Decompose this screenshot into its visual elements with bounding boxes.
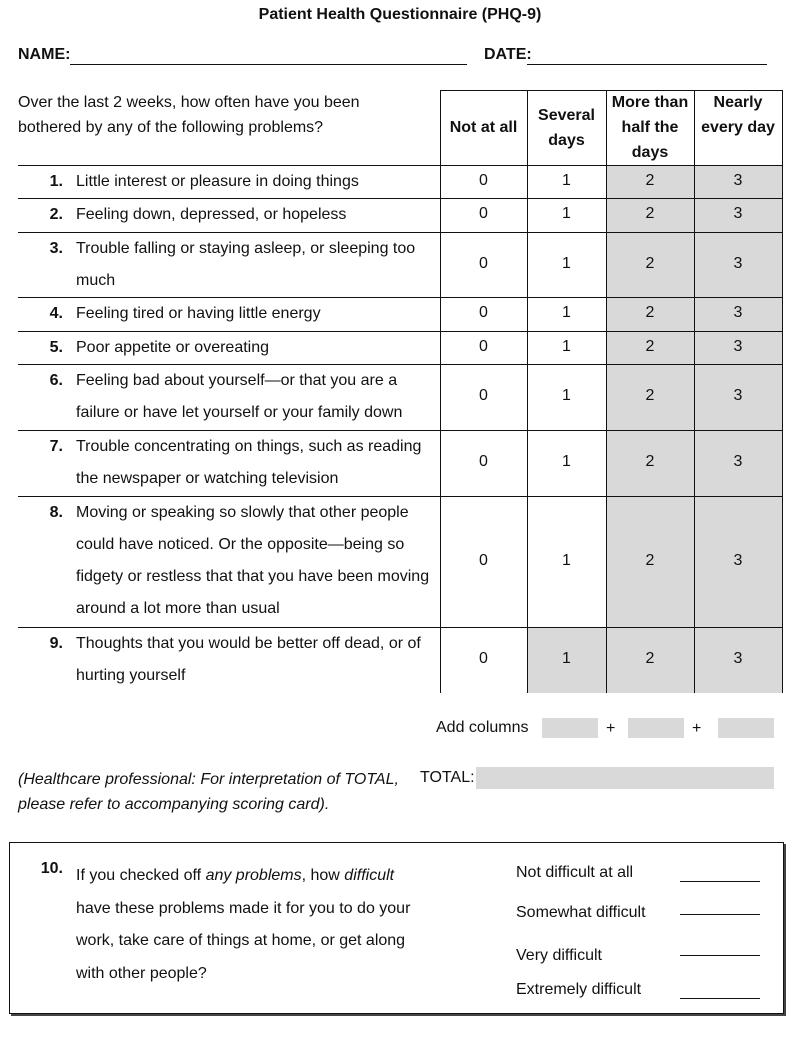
score-cell-q3-0[interactable]: 0 bbox=[479, 254, 488, 272]
table-vline-3 bbox=[694, 90, 695, 693]
q10-answer-line-very-difficult[interactable] bbox=[680, 955, 760, 956]
name-label: NAME: bbox=[18, 46, 71, 63]
score-cell-q9-2[interactable]: 2 bbox=[645, 650, 655, 667]
score-cell-q7-0[interactable]: 0 bbox=[479, 453, 488, 470]
score-cell-q9-0[interactable]: 0 bbox=[479, 650, 488, 667]
total-field[interactable] bbox=[476, 767, 774, 789]
table-row-line-7 bbox=[18, 496, 782, 497]
question-text: Trouble falling or staying asleep, or sleeping too much bbox=[76, 240, 416, 289]
score-cell-q7-1[interactable]: 1 bbox=[562, 453, 571, 470]
q10-option-somewhat-difficult: Somewhat difficult bbox=[516, 904, 646, 921]
table-vline-4 bbox=[782, 90, 783, 693]
table-row-line-0 bbox=[18, 165, 782, 166]
question-number: 9. bbox=[49, 635, 63, 652]
instructions: Over the last 2 weeks, how often have you been bothered by any of the following problems? bbox=[18, 94, 360, 136]
score-cell-q6-1[interactable]: 1 bbox=[562, 387, 571, 404]
score-cell-q1-3[interactable]: 3 bbox=[733, 171, 743, 189]
score-cell-q4-0[interactable]: 0 bbox=[479, 304, 488, 321]
score-cell-q7-2[interactable]: 2 bbox=[645, 453, 655, 470]
question-number: 3. bbox=[49, 240, 63, 257]
table-row-line-1 bbox=[18, 198, 782, 199]
score-cell-q6-2[interactable]: 2 bbox=[645, 387, 655, 404]
column-sum-several-days[interactable] bbox=[542, 718, 598, 738]
column-sum-nearly-every-day[interactable] bbox=[718, 718, 774, 738]
question-text: Feeling bad about yourself—or that you are a failure or have let yourself or your family down bbox=[76, 372, 403, 421]
q10-answer-line-not-difficult[interactable] bbox=[680, 881, 760, 882]
date-label: DATE: bbox=[484, 46, 532, 63]
score-cell-q4-2[interactable]: 2 bbox=[645, 304, 655, 321]
question-text: Feeling down, depressed, or hopeless bbox=[76, 206, 347, 223]
question-number: 6. bbox=[49, 372, 63, 389]
question-number: 5. bbox=[49, 339, 63, 356]
question-number: 2. bbox=[49, 206, 63, 223]
score-cell-q1-1[interactable]: 1 bbox=[562, 171, 571, 189]
table-top-line bbox=[440, 90, 782, 91]
score-cell-q3-3[interactable]: 3 bbox=[733, 254, 743, 272]
q10-answer-line-somewhat-difficult[interactable] bbox=[680, 914, 760, 915]
form-title: Patient Health Questionnaire (PHQ-9) bbox=[258, 6, 542, 23]
score-cell-q3-1[interactable]: 1 bbox=[562, 254, 571, 272]
q10-option-not-difficult: Not difficult at all bbox=[516, 864, 634, 881]
score-cell-q8-1[interactable]: 1 bbox=[562, 551, 571, 569]
q10-text: If you checked off any problems, how difficult have these problems made it for you to do your work, take care of things at home, or get along with other people? bbox=[76, 867, 411, 982]
question-number: 1. bbox=[49, 173, 63, 190]
score-cell-q2-3[interactable]: 3 bbox=[733, 205, 743, 222]
score-cell-q4-3[interactable]: 3 bbox=[733, 304, 743, 321]
question-number: 4. bbox=[49, 305, 63, 322]
score-cell-q8-3[interactable]: 3 bbox=[733, 551, 743, 569]
plus-sign-1: + bbox=[606, 720, 616, 737]
score-cell-q2-0[interactable]: 0 bbox=[479, 205, 488, 222]
question-text: Moving or speaking so slowly that other people could have noticed. Or the opposite—being so fidgety or restless that that you have been moving around a lot more than usual bbox=[76, 504, 430, 617]
score-cell-q9-1[interactable]: 1 bbox=[562, 650, 571, 667]
table-vline-0 bbox=[440, 90, 441, 693]
score-cell-q1-2[interactable]: 2 bbox=[645, 171, 655, 189]
score-cell-q6-3[interactable]: 3 bbox=[733, 387, 743, 404]
header-not-at-all: Not at all bbox=[449, 119, 518, 136]
plus-sign-2: + bbox=[692, 720, 702, 737]
q10-option-extremely-difficult: Extremely difficult bbox=[516, 981, 642, 998]
score-cell-q6-0[interactable]: 0 bbox=[479, 387, 488, 404]
name-field[interactable] bbox=[70, 46, 467, 65]
total-label: TOTAL: bbox=[420, 769, 475, 786]
q10-answer-line-extremely-difficult[interactable] bbox=[680, 998, 760, 999]
question-text: Thoughts that you would be better off dead, or of hurting yourself bbox=[76, 635, 421, 684]
table-row-line-3 bbox=[18, 297, 782, 298]
table-row-line-8 bbox=[18, 627, 782, 628]
question-text: Feeling tired or having little energy bbox=[76, 305, 321, 322]
table-row-line-2 bbox=[18, 232, 782, 233]
score-cell-q5-2[interactable]: 2 bbox=[645, 337, 655, 355]
table-vline-1 bbox=[527, 90, 528, 693]
column-sum-more-than-half[interactable] bbox=[628, 718, 684, 738]
score-cell-q2-2[interactable]: 2 bbox=[645, 205, 655, 222]
score-cell-q5-3[interactable]: 3 bbox=[733, 337, 743, 355]
score-cell-q7-3[interactable]: 3 bbox=[733, 453, 743, 470]
scoring-note: (Healthcare professional: For interpretation of TOTAL, please refer to accompanying scoring card). bbox=[18, 771, 399, 813]
question-text: Little interest or pleasure in doing things bbox=[76, 173, 359, 190]
score-cell-q5-1[interactable]: 1 bbox=[562, 337, 571, 355]
table-row-line-5 bbox=[18, 364, 782, 365]
question-number: 7. bbox=[49, 438, 63, 455]
score-cell-q4-1[interactable]: 1 bbox=[562, 304, 571, 321]
header-several-days: Several days bbox=[538, 106, 595, 149]
header-more-than-half: More than half the days bbox=[611, 94, 689, 161]
score-cell-q9-3[interactable]: 3 bbox=[733, 650, 743, 667]
question-text: Poor appetite or overeating bbox=[76, 339, 270, 356]
header-nearly-every-day: Nearly every day bbox=[701, 94, 775, 136]
question-number: 8. bbox=[49, 504, 63, 521]
q10-option-very-difficult: Very difficult bbox=[516, 947, 602, 964]
table-row-line-6 bbox=[18, 430, 782, 431]
score-cell-q3-2[interactable]: 2 bbox=[645, 254, 655, 272]
score-cell-q8-2[interactable]: 2 bbox=[645, 551, 655, 569]
score-cell-q5-0[interactable]: 0 bbox=[479, 337, 488, 355]
add-columns-label: Add columns bbox=[436, 719, 529, 736]
score-cell-q1-0[interactable]: 0 bbox=[479, 171, 488, 189]
date-field[interactable] bbox=[527, 46, 767, 65]
question-text: Trouble concentrating on things, such as reading the newspaper or watching television bbox=[76, 438, 422, 487]
score-cell-q2-1[interactable]: 1 bbox=[562, 205, 571, 222]
table-vline-2 bbox=[606, 90, 607, 693]
score-cell-q8-0[interactable]: 0 bbox=[479, 551, 488, 569]
table-row-line-4 bbox=[18, 331, 782, 332]
q10-number: 10. bbox=[40, 860, 63, 877]
